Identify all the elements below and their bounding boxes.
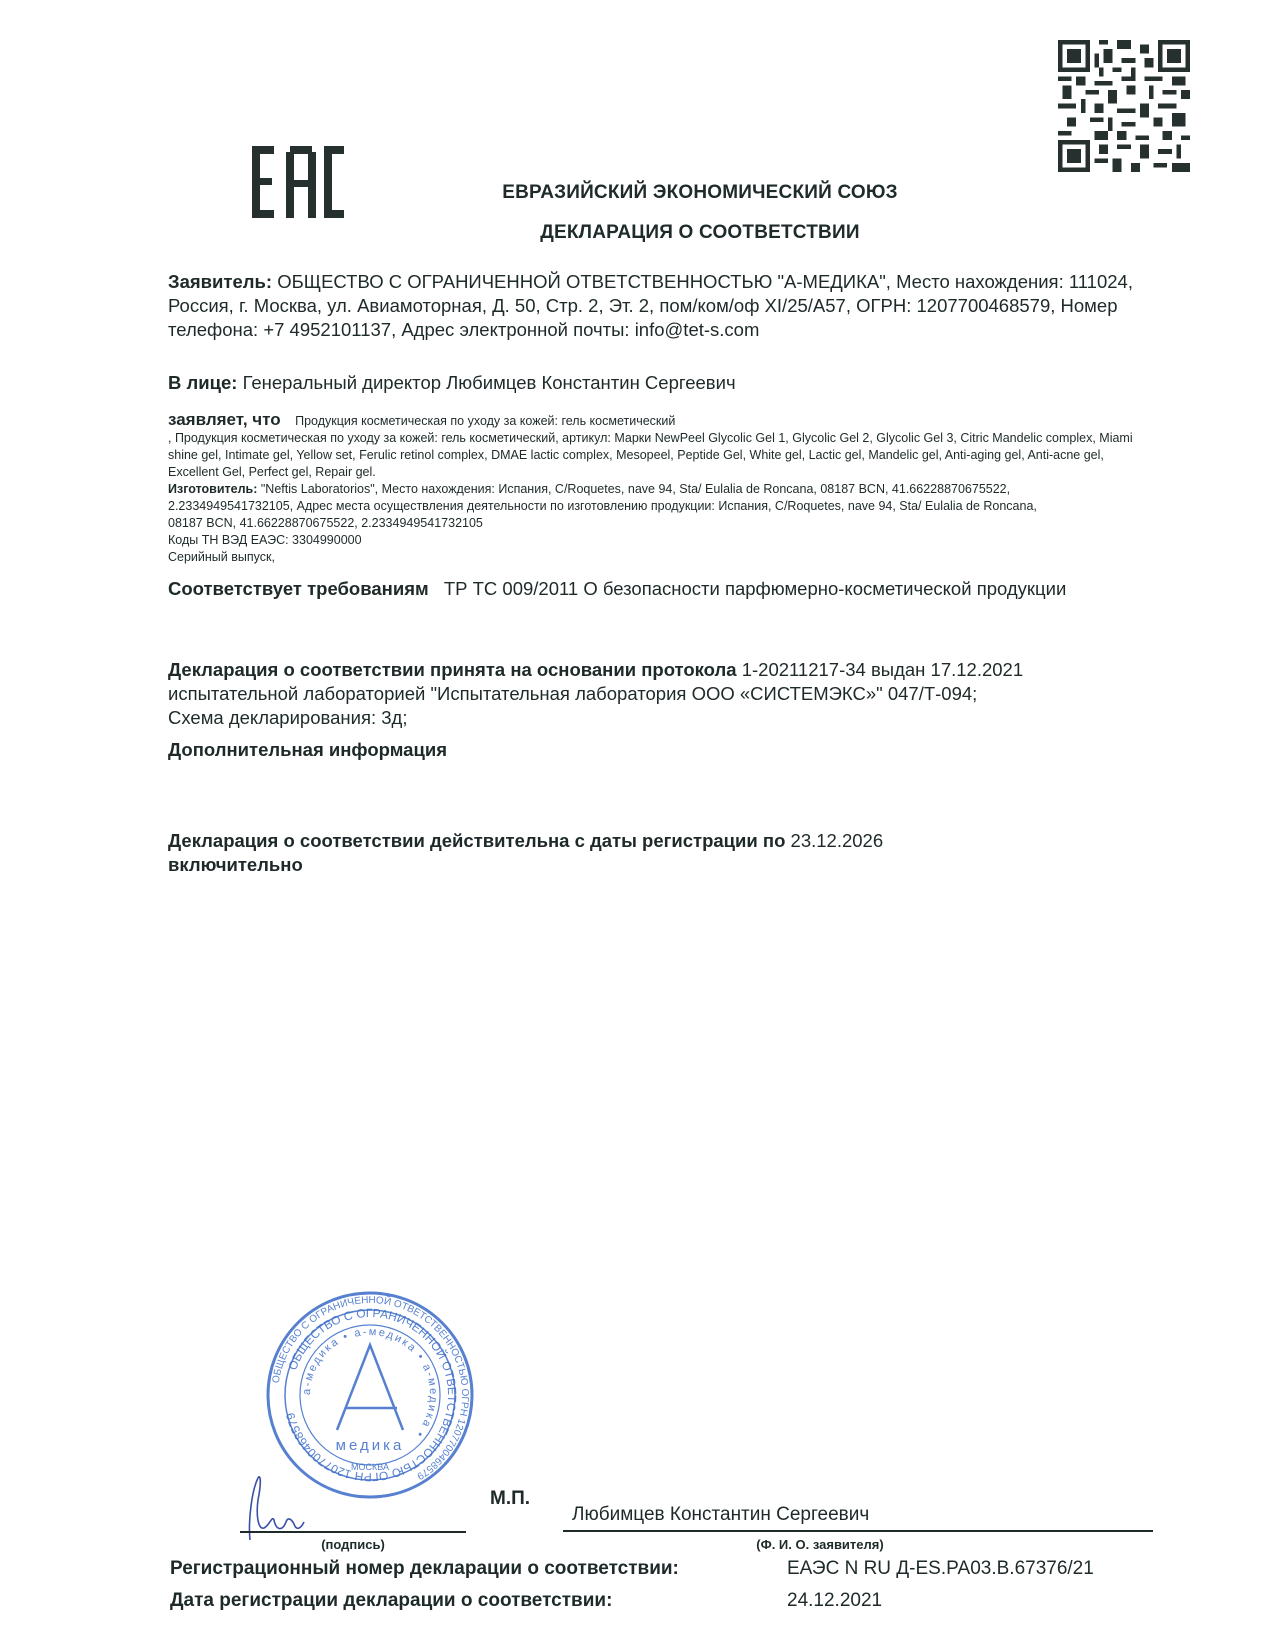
signature-caption: (подпись) bbox=[321, 1537, 385, 1552]
basis-text: 1-20211217-34 выдан 17.12.2021 испытательной лабораторией "Испытательная лаборатория ООО «СИСТЕМЭКС»" 047/Т-094; bbox=[168, 659, 1024, 704]
registration-date-label: Дата регистрации декларации о соответствии: bbox=[170, 1590, 613, 1611]
represented-by-label: В лице: bbox=[168, 372, 238, 393]
manufacturer-text: "Neftis Laboratorios", Место нахождения: Испания, C/Roquetes, nave 94, Sta/ Eulalia de Roncana, 08187 BCN, 41.66228870675522, 2.2334949541732105, Адрес места осуществления деятельности по изготовлению продукции: Испания, C/Roquetes, nave 94, Sta/ Eulalia de Roncana, 08187 BCN, 41.66228870675522, 2.2334949541732105 bbox=[168, 482, 1037, 530]
registration-number-value: ЕАЭС N RU Д-ES.РА03.В.67376/21 bbox=[787, 1558, 1094, 1579]
basis-section bbox=[168, 658, 1138, 730]
manufacturer-label: Изготовитель: bbox=[168, 482, 258, 496]
additional-info-label: Дополнительная информация bbox=[168, 739, 448, 760]
applicant-label: Заявитель: bbox=[168, 271, 273, 292]
registration-number-label: Регистрационный номер декларации о соответствии: bbox=[170, 1558, 679, 1579]
manufacturer bbox=[168, 481, 1068, 532]
declaration-scheme: Схема декларирования: 3д; bbox=[168, 707, 408, 728]
qr-code bbox=[1058, 40, 1190, 172]
validity-suffix: включительно bbox=[168, 854, 303, 875]
stamp-city: МОСКВА bbox=[351, 1462, 389, 1472]
stamp-a-letter bbox=[337, 1345, 403, 1430]
registration-date-value: 24.12.2021 bbox=[787, 1590, 883, 1611]
represented-by-section bbox=[168, 371, 1158, 395]
validity-section bbox=[168, 829, 988, 877]
mp-label: М.П. bbox=[490, 1488, 531, 1509]
product-full: , Продукция косметическая по уходу за кожей: гель косметический, артикул: Марки NewPeel Glycolic Gel 1, Glycolic Gel 2, Glycolic Gel 3, Citric Mandelic complex, Miami shine gel, Intimate gel, Yellow set, Ferulic retinol complex, DMAE lactic complex, Mesopeel, Peptide Gel, White gel, Lactic gel, Mandelic gel, Anti-aging gel, Anti-acne gel, Excellent Gel, Perfect gel, Repair gel. bbox=[168, 431, 1133, 479]
conforms-label: Соответствует требованиям bbox=[168, 578, 429, 599]
validity-label: Декларация о соответствии действительна с даты регистрации по bbox=[168, 830, 786, 851]
signature-line bbox=[240, 1531, 466, 1533]
signature-icon bbox=[238, 1470, 318, 1545]
applicant-name: Любимцев Константин Сергеевич bbox=[572, 1504, 870, 1525]
release-type: Серийный выпуск, bbox=[168, 550, 275, 564]
name-caption: (Ф. И. О. заявителя) bbox=[756, 1537, 884, 1552]
product-short: Продукция косметическая по уходу за кожей: гель косметический bbox=[295, 414, 676, 428]
validity-date: 23.12.2026 bbox=[790, 830, 884, 851]
conforms-text: ТР ТС 009/2011 О безопасности парфюмерно-косметической продукции bbox=[443, 578, 1067, 599]
declares-section bbox=[168, 410, 1158, 566]
applicant-section bbox=[168, 270, 1158, 342]
conforms-section bbox=[168, 577, 1088, 601]
stamp-ring-text: а-медика • а-медика • а-медика • bbox=[300, 1325, 440, 1441]
hs-codes: Коды ТН ВЭД ЕАЭС: 3304990000 bbox=[168, 533, 362, 547]
company-stamp bbox=[265, 1290, 475, 1500]
stamp-outer-text: ОБЩЕСТВО С ОГРАНИЧЕННОЙ ОТВЕТСТВЕННОСТЬЮ ОГРН 1207700468579 bbox=[270, 1294, 471, 1482]
document-title: ДЕКЛАРАЦИЯ О СООТВЕТСТВИИ bbox=[540, 222, 860, 243]
basis-label: Декларация о соответствии принята на основании протокола bbox=[168, 659, 737, 680]
represented-by-text: Генеральный директор Любимцев Константин Сергеевич bbox=[242, 372, 736, 393]
name-line bbox=[563, 1530, 1153, 1532]
declares-label: заявляет, что bbox=[168, 410, 281, 429]
stamp-inner-text: ОБЩЕСТВО С ОГРАНИЧЕННОЙ ОТВЕТСТВЕННОСТЬЮ ОГРН 1207700468579 bbox=[283, 1305, 460, 1485]
union-title: ЕВРАЗИЙСКИЙ ЭКОНОМИЧЕСКИЙ СОЮЗ bbox=[502, 182, 898, 203]
applicant-text: ОБЩЕСТВО С ОГРАНИЧЕННОЙ ОТВЕТСТВЕННОСТЬЮ "А-МЕДИКА", Место нахождения: 111024, Россия, г. Москва, ул. Авиамоторная, Д. 50, Стр. 2, Эт. 2, пом/ком/оф XI/25/А57, ОГРН: 1207700468579, Номер телефона: +7 4952101137, Адрес электронной почты: info@tet-s.com bbox=[168, 271, 1133, 340]
stamp-center-word: медика bbox=[335, 1437, 405, 1454]
